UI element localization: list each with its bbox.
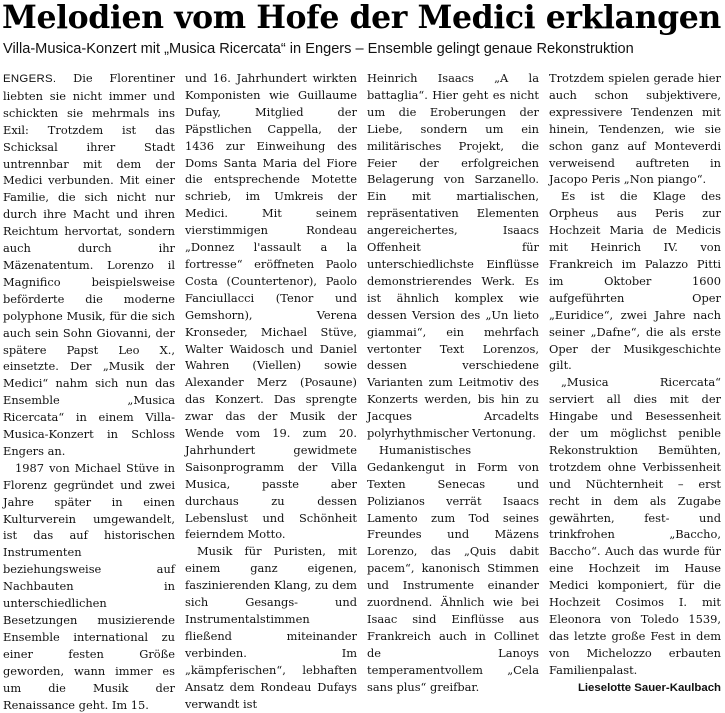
paragraph-text: Die Florentiner liebten sie nicht immer und schickten sie mehrmals ins Exil: Trotzdem ist das Schicksal ihrer Stadt untrennbar mit dem der Medici verbunden. Mit einer Familie, die sich nicht nur durch ihre Macht und ihren Reichtum hervortat, sondern auch durch ihr Mäzenatentum. Lorenzo il Magnifico beispielsweise beförderte die moderne polyphone Musik, für die sich auch sein Sohn Giovanni, der spätere Papst Leo X., einsetzte. Der „Musik der Medici“ nahm sich nun das Ensemble „Musica Ricercata“ in einem Villa-Musica-Konzert in Schloss Engers an. xyxy=(3,71,175,458)
paragraph: und 16. Jahrhundert wirkten Komponisten wie Guillaume Dufay, Mitglied der Päpstlichen Cappella, der 1436 zur Einweihung des Doms Santa Maria del Fiore die entsprechende Motette schrieb, im Umkreis der Medici. Mit seinem vierstimmigen Rondeau „Donnez l'assault a la fortresse“ eröffneten Paolo Costa (Countertenor), Paolo Fanciullacci (Tenor und Gemshorn), Verena Kronseder, Michael Stüve, Walter Waidosch und Daniel Wahren (Viellen) sowie Alexander Merz (Posaune) das Konzert. Das sprengte zwar das der Musik der Wende vom 19. zum 20. Jahrhundert gewidmete Saisonprogramm der Villa Musica, passte aber durchaus zu dessen Lebenslust und Schönheit feierndem Motto. xyxy=(185,71,357,542)
paragraph: „Musica Ricercata“ serviert all dies mit der Hingabe und Besessenheit der um möglichst penible Rekonstruktion Bemühten, trotzdem ohne Verbissenheit und Nüchternheit – erst recht in dem als Zugabe gewährten, fest- und trinkfrohen „Baccho, Baccho“. Auch das wurde für eine Hochzeit im Hause Medici komponiert, für die Hochzeit Cosimos I. mit Eleonora von Toledo 1539, das letzte große Fest in dem von Michelozzo erbauten Familienpalast. xyxy=(549,375,721,677)
paragraph xyxy=(3,70,175,460)
article-column-1 xyxy=(3,70,175,712)
paragraph: Heinrich Isaacs „A la battaglia“. Hier geht es nicht um die Eroberungen der Liebe, sondern um ein militärisches Projekt, die Feier der erfolgreichen Belagerung von Sarzanello. Ein mit martialischen, repräsentativen Elementen angereichertes, Isaacs Offenheit für unterschiedlichste Einflüsse demonstrierendes Werk. Es ist ähnlich komplex wie dessen Version des „Un lieto giammai“, ein mehrfach vertonter Text Lorenzos, dessen verschiedene Varianten zum Leitmotiv des Konzerts werden, bis hin zu Jacques Arcadelts polyrhythmischer Vertonung. xyxy=(367,71,539,441)
paragraph: Trotzdem spielen gerade hier auch schon subjektivere, expressivere Tendenzen mit hinein, Tendenzen, wie sie schon ganz auf Monteverdi verweisend auftreten in Jacopo Peris „Non piango“. xyxy=(549,71,721,187)
article-column-2 xyxy=(185,70,357,711)
article-column-4 xyxy=(549,70,721,694)
paragraph: Humanistisches Gedankengut in Form von Texten Senecas und Polizianos verrät Isaacs Lamento zum Tod seines Freundes und Mäzens Lorenzo, das „Quis dabit pacem“, kanonisch Stimmen und Instrumente einander zuordnend. Ähnlich wie bei Isaac sind Einflüsse aus Frankreich auch in Collinet de Lanoys temperamentvollem „Cela sans plus“ greifbar. xyxy=(367,442,539,694)
paragraph: 1987 von Michael Stüve in Florenz gegründet und zwei Jahre später in einen Kulturverein umgewandelt, ist das auf historischen Instrumenten beziehungsweise auf Nachbauten in unterschiedlichen Besetzungen musizierende Ensemble international zu einer festen Größe geworden, wann immer es um die Musik der Renaissance geht. Im 15. xyxy=(3,460,175,712)
headline: Melodien vom Hofe der Medici erklangen xyxy=(2,0,721,36)
subheadline: Villa-Musica-Konzert mit „Musica Ricercata“ in Engers – Ensemble gelingt genaue Rekonstruktion xyxy=(3,41,634,57)
paragraph: Es ist die Klage des Orpheus aus Peris zur Hochzeit Maria de Medicis mit Heinrich IV. von Frankreich im Palazzo Pitti im Oktober 1600 aufgeführten Oper „Euridice“, zwei Jahre nach seiner „Dafne“, die als erste Oper der Musikgeschichte gilt. xyxy=(549,189,721,373)
paragraph: Musik für Puristen, mit einem ganz eigenen, faszinierenden Klang, zu dem sich Gesangs- und Instrumentalstimmen fließend miteinander verbinden. Im „kämpferischen“, lebhaften Ansatz dem Rondeau Dufays verwandt ist xyxy=(185,544,357,711)
author-signature: Lieselotte Sauer-Kaulbach xyxy=(577,681,721,694)
article-body xyxy=(3,70,723,712)
article-column-3 xyxy=(367,70,539,694)
dateline: ENGERS. xyxy=(3,73,57,85)
